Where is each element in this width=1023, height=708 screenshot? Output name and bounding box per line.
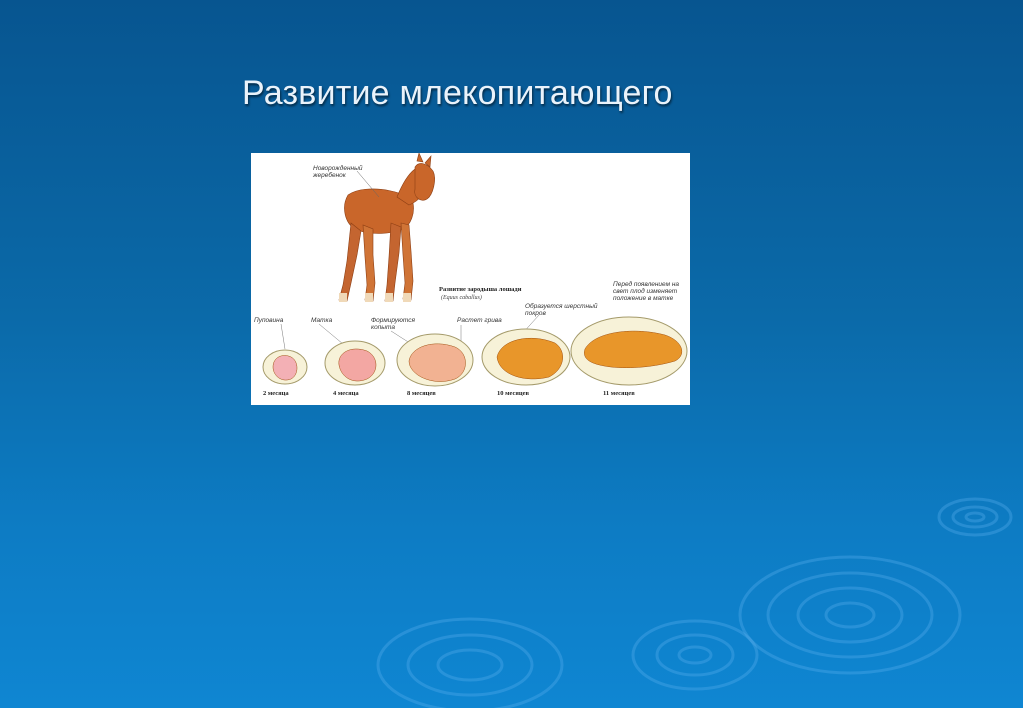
horse-development-illustration (251, 153, 690, 405)
label-umbilical-cord: Пуповина (254, 317, 284, 324)
latin-name: (Equus caballus) (441, 295, 482, 301)
label-position-change: Перед появлением на свет плод изменяет положение в матке (613, 281, 680, 302)
label-hooves-forming: Формируются копыта (371, 317, 415, 331)
label-uterus: Матка (311, 317, 333, 324)
stage-label: 8 месяцев (407, 390, 436, 397)
label-mane-growing: Растет грива (457, 317, 502, 324)
stage-label: 2 месяца (263, 390, 289, 397)
stage-label: 11 месяцев (603, 390, 635, 397)
stage-label: 10 месяцев (497, 390, 530, 397)
figure-subtitle: Развитие зародыша лошади (439, 286, 522, 293)
horse-development-figure (251, 153, 690, 405)
label-fur-forming: Образуется шерстный покров (525, 303, 598, 317)
slide-title: Развитие млекопитающего (242, 74, 673, 112)
label-newborn-foal: Новорожденный жеребенок (313, 165, 363, 179)
stage-label: 4 месяца (333, 390, 359, 397)
